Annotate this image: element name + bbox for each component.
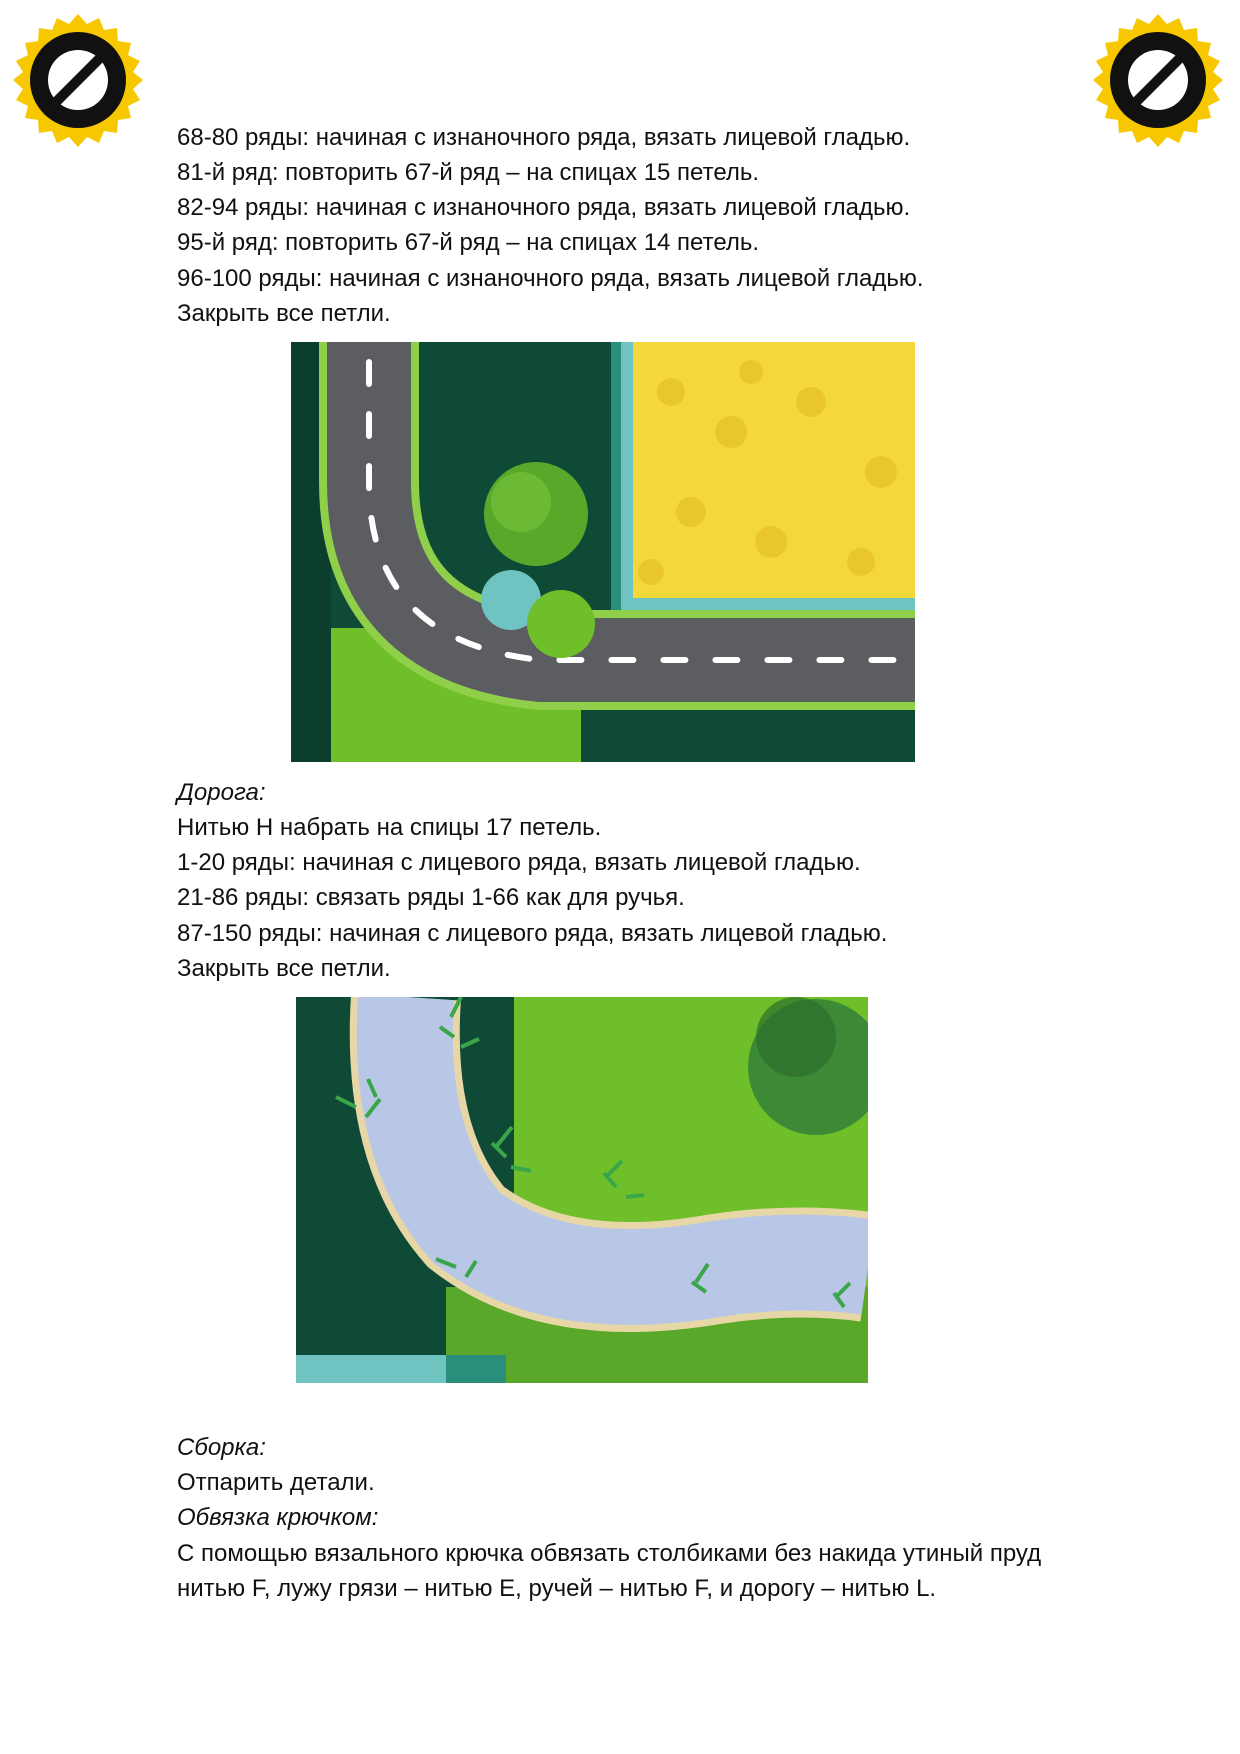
pdf-xchange-badge-left[interactable] — [3, 6, 153, 156]
road-knitting-photo — [291, 342, 915, 762]
text-line: нитью F, лужу грязи – нитью E, ручей – нитью F, и дорогу – нитью L. — [177, 1575, 937, 1602]
pdf-xchange-badge-right[interactable] — [1083, 6, 1233, 156]
buy-now-stamp-icon — [3, 6, 153, 156]
text-line: 81-й ряд: повторить 67-й ряд – на спицах 15 петель. — [177, 159, 760, 186]
section-subheading-crochet: Обвязка крючком: — [177, 1504, 379, 1531]
text-line: 68-80 ряды: начиная с изнаночного ряда, вязать лицевой гладью. — [177, 124, 911, 151]
text-line: 96-100 ряды: начиная с изнаночного ряда, вязать лицевой гладью. — [177, 265, 924, 292]
text-line: 87-150 ряды: начиная с лицевого ряда, вязать лицевой гладью. — [177, 920, 888, 947]
text-line: С помощью вязального крючка обвязать столбиками без накида утиный пруд — [177, 1540, 1042, 1567]
text-line: Закрыть все петли. — [177, 300, 391, 327]
stream-knitting-photo — [296, 997, 868, 1383]
text-line: Закрыть все петли. — [177, 955, 391, 982]
section-heading-road: Дорога: — [177, 779, 266, 806]
text-line: 21-86 ряды: связать ряды 1-66 как для ручья. — [177, 884, 685, 911]
text-line: Нитью Н набрать на спицы 17 петель. — [177, 814, 602, 841]
section-heading-assembly: Сборка: — [177, 1434, 266, 1461]
text-line: 95-й ряд: повторить 67-й ряд – на спицах 14 петель. — [177, 229, 760, 256]
text-line: Отпарить детали. — [177, 1469, 375, 1496]
text-line: 82-94 ряды: начиная с изнаночного ряда, вязать лицевой гладью. — [177, 194, 911, 221]
buy-now-stamp-icon — [1083, 6, 1233, 156]
text-line: 1-20 ряды: начиная с лицевого ряда, вязать лицевой гладью. — [177, 849, 861, 876]
